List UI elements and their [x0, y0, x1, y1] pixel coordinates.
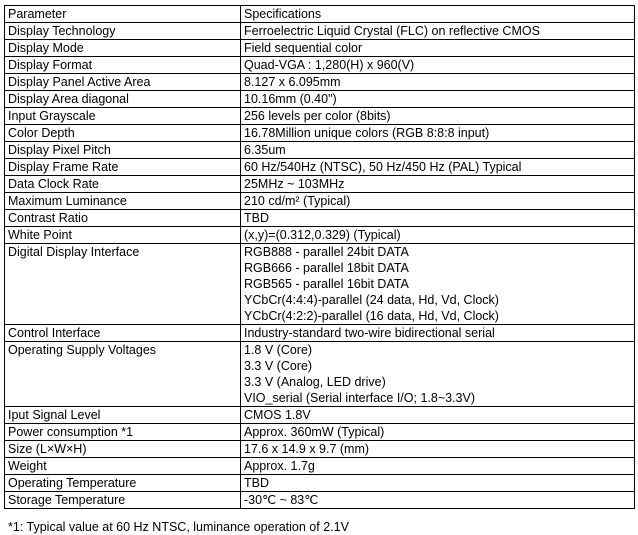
specification-cell [241, 441, 635, 458]
parameter-cell [5, 108, 241, 125]
specification-value: YCbCr(4:4:4)-parallel (24 data, Hd, Vd, Clock) [244, 293, 499, 307]
specification-value: Approx. 360mW (Typical) [244, 425, 385, 439]
specification-value: -30℃ ~ 83℃ [244, 493, 319, 507]
footnote: *1: Typical value at 60 Hz NTSC, luminance operation of 2.1V [8, 520, 349, 534]
specification-cell [241, 210, 635, 227]
parameter-cell [5, 441, 241, 458]
parameter-cell [5, 142, 241, 159]
table-row [5, 492, 635, 509]
specification-value: YCbCr(4:2:2)-parallel (16 data, Hd, Vd, Clock) [244, 309, 499, 323]
parameter-label: Display Area diagonal [8, 92, 129, 106]
specification-cell [241, 176, 635, 193]
table-row [5, 424, 635, 441]
specification-value: 3.3 V (Core) [244, 359, 313, 373]
specification-value: VIO_serial (Serial interface I/O; 1.8~3.3V) [244, 391, 476, 405]
specification-value: 210 cd/m² (Typical) [244, 194, 351, 208]
table-row [5, 74, 635, 91]
specification-cell [241, 40, 635, 57]
parameter-cell [5, 159, 241, 176]
parameter-cell [5, 424, 241, 441]
parameter-label: Size (L×W×H) [8, 442, 87, 456]
specification-cell [241, 458, 635, 475]
specification-cell [241, 325, 635, 342]
specification-cell [241, 492, 635, 509]
parameter-label: Data Clock Rate [8, 177, 100, 191]
parameter-cell [5, 176, 241, 193]
parameter-cell [5, 407, 241, 424]
specification-cell [241, 475, 635, 492]
parameter-label: Display Format [8, 58, 93, 72]
parameter-cell [5, 342, 241, 407]
parameter-label: Iput Signal Level [8, 408, 101, 422]
parameter-cell [5, 23, 241, 40]
specification-value: RGB565 - parallel 16bit DATA [244, 277, 409, 291]
specification-value: TBD [244, 476, 269, 490]
parameter-label: Input Grayscale [8, 109, 96, 123]
parameter-label: Power consumption *1 [8, 425, 134, 439]
specification-value: (x,y)=(0.312,0.329) (Typical) [244, 228, 401, 242]
parameter-label: White Point [8, 228, 72, 242]
table-header-row [5, 6, 635, 23]
specification-value: 17.6 x 14.9 x 9.7 (mm) [244, 442, 370, 456]
table-row [5, 244, 635, 325]
specification-cell [241, 193, 635, 210]
table-row [5, 342, 635, 407]
table-row [5, 475, 635, 492]
parameter-cell [5, 91, 241, 108]
parameter-label: Digital Display Interface [8, 245, 140, 259]
specification-value: RGB666 - parallel 18bit DATA [244, 261, 409, 275]
parameter-cell [5, 210, 241, 227]
specification-value: Approx. 1.7g [244, 459, 315, 473]
parameter-cell [5, 57, 241, 74]
parameter-cell [5, 458, 241, 475]
specification-value: Quad-VGA : 1,280(H) x 960(V) [244, 58, 415, 72]
specification-value: CMOS 1.8V [244, 408, 311, 422]
specification-value: 1.8 V (Core) [244, 343, 313, 357]
specification-value: 10.16mm (0.40") [244, 92, 337, 106]
specification-cell [241, 424, 635, 441]
parameter-cell [5, 227, 241, 244]
spec-table [4, 5, 635, 509]
specification-cell [241, 227, 635, 244]
specification-cell [241, 57, 635, 74]
specification-cell [241, 244, 635, 325]
table-row [5, 407, 635, 424]
table-row [5, 210, 635, 227]
specification-cell [241, 407, 635, 424]
specification-value: Ferroelectric Liquid Crystal (FLC) on reflective CMOS [244, 24, 540, 38]
table-row [5, 142, 635, 159]
table-row [5, 40, 635, 57]
table-row [5, 125, 635, 142]
parameter-label: Maximum Luminance [8, 194, 127, 208]
parameter-label: Display Frame Rate [8, 160, 119, 174]
specification-cell [241, 159, 635, 176]
parameter-label: Display Technology [8, 24, 116, 38]
specification-value: 25MHz ~ 103MHz [244, 177, 345, 191]
specification-value: 8.127 x 6.095mm [244, 75, 341, 89]
specification-cell [241, 342, 635, 407]
specification-cell [241, 23, 635, 40]
header-specifications: Specifications [241, 6, 635, 23]
parameter-label: Display Mode [8, 41, 84, 55]
specification-cell [241, 125, 635, 142]
specification-value: 6.35um [244, 143, 286, 157]
specification-cell [241, 91, 635, 108]
specification-cell [241, 74, 635, 91]
table-row [5, 325, 635, 342]
parameter-label: Display Pixel Pitch [8, 143, 111, 157]
parameter-label: Color Depth [8, 126, 75, 140]
table-row [5, 91, 635, 108]
specification-value: 60 Hz/540Hz (NTSC), 50 Hz/450 Hz (PAL) Typical [244, 160, 522, 174]
parameter-cell [5, 40, 241, 57]
table-row [5, 23, 635, 40]
parameter-label: Display Panel Active Area [8, 75, 151, 89]
specification-value: TBD [244, 211, 269, 225]
table-row [5, 458, 635, 475]
specification-value: Field sequential color [244, 41, 363, 55]
parameter-label: Control Interface [8, 326, 101, 340]
table-row [5, 176, 635, 193]
specification-cell [241, 142, 635, 159]
spec-table-body [5, 23, 635, 509]
specification-value: 256 levels per color (8bits) [244, 109, 391, 123]
parameter-cell [5, 325, 241, 342]
parameter-label: Weight [8, 459, 47, 473]
specification-value: 3.3 V (Analog, LED drive) [244, 375, 386, 389]
parameter-cell [5, 244, 241, 325]
header-parameter: Parameter [5, 6, 241, 23]
parameter-label: Storage Temperature [8, 493, 126, 507]
table-row [5, 441, 635, 458]
parameter-cell [5, 193, 241, 210]
parameter-label: Operating Supply Voltages [8, 343, 157, 357]
table-row [5, 108, 635, 125]
table-row [5, 159, 635, 176]
parameter-cell [5, 475, 241, 492]
specification-value: 16.78Million unique colors (RGB 8:8:8 input) [244, 126, 490, 140]
specification-value: Industry-standard two-wire bidirectional serial [244, 326, 495, 340]
table-row [5, 193, 635, 210]
table-row [5, 57, 635, 74]
parameter-cell [5, 125, 241, 142]
specification-cell [241, 108, 635, 125]
parameter-cell [5, 74, 241, 91]
table-row [5, 227, 635, 244]
specification-value: RGB888 - parallel 24bit DATA [244, 245, 409, 259]
parameter-cell [5, 492, 241, 509]
parameter-label: Operating Temperature [8, 476, 137, 490]
parameter-label: Contrast Ratio [8, 211, 88, 225]
